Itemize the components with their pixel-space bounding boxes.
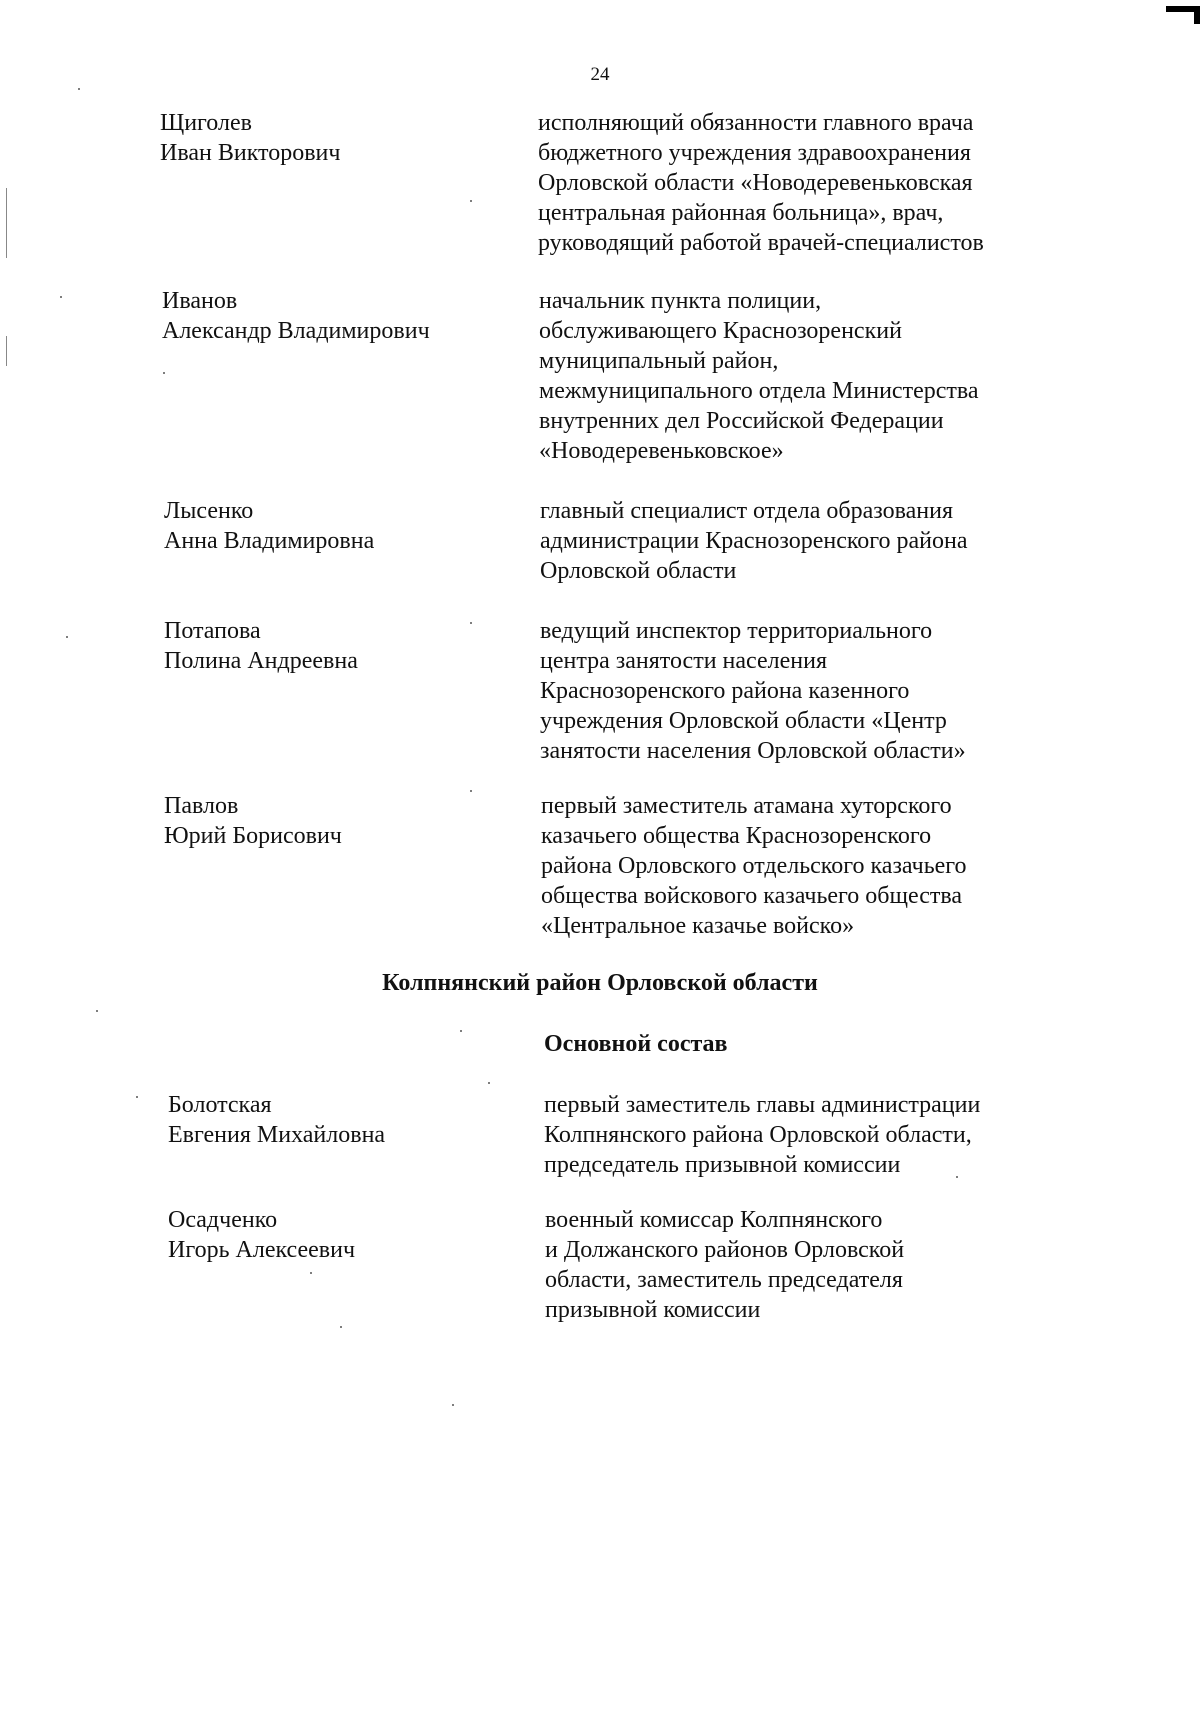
position-line: Краснозоренского района казенного bbox=[540, 678, 910, 704]
scan-speck bbox=[340, 1326, 342, 1328]
scan-speck bbox=[488, 1082, 490, 1084]
scan-edge-mark bbox=[6, 188, 7, 258]
member-surname: Осадченко bbox=[168, 1207, 278, 1233]
position-line: ведущий инспектор территориального bbox=[540, 618, 933, 644]
position-line: председатель призывной комиссии bbox=[544, 1152, 901, 1178]
position-line: казачьего общества Краснозоренского bbox=[541, 823, 932, 849]
scan-corner-mark bbox=[1166, 0, 1200, 24]
scan-speck bbox=[78, 88, 80, 90]
member-name bbox=[164, 496, 544, 556]
member-position bbox=[541, 791, 1101, 941]
scan-speck bbox=[66, 636, 68, 638]
scan-speck bbox=[136, 1096, 138, 1098]
position-line: бюджетного учреждения здравоохранения bbox=[538, 140, 971, 166]
position-line: и Должанского районов Орловской bbox=[545, 1237, 905, 1263]
member-surname: Потапова bbox=[164, 618, 261, 644]
scan-speck bbox=[452, 1404, 454, 1406]
member-given-names: Евгения Михайловна bbox=[168, 1122, 386, 1148]
scan-speck bbox=[60, 296, 62, 298]
position-line: внутренних дел Российской Федерации bbox=[539, 408, 944, 434]
position-line: «Центральное казачье войско» bbox=[541, 913, 855, 939]
member-name bbox=[164, 791, 544, 851]
member-given-names: Игорь Алексеевич bbox=[168, 1237, 356, 1263]
position-line: Колпнянского района Орловской области, bbox=[544, 1122, 972, 1148]
position-line: Орловской области «Новодеревеньковская bbox=[538, 170, 973, 196]
position-line: центра занятости населения bbox=[540, 648, 827, 674]
member-position bbox=[544, 1090, 1104, 1180]
scan-edge-mark bbox=[6, 336, 7, 366]
position-line: начальник пункта полиции, bbox=[539, 288, 822, 314]
member-surname: Павлов bbox=[164, 793, 239, 819]
position-line: главный специалист отдела образования bbox=[540, 498, 954, 524]
position-line: Орловской области bbox=[540, 558, 737, 584]
member-position bbox=[539, 286, 1099, 466]
position-line: учреждения Орловской области «Центр bbox=[540, 708, 947, 734]
member-given-names: Иван Викторович bbox=[160, 140, 341, 166]
position-line: обслуживающего Краснозоренский bbox=[539, 318, 902, 344]
district-heading: Колпнянский район Орловской области bbox=[382, 970, 818, 996]
scan-speck bbox=[96, 1010, 98, 1012]
member-name bbox=[160, 108, 540, 168]
position-line: межмуниципального отдела Министерства bbox=[539, 378, 979, 404]
position-line: первый заместитель главы администрации bbox=[544, 1092, 981, 1118]
position-line: области, заместитель председателя bbox=[545, 1267, 903, 1293]
position-line: района Орловского отдельского казачьего bbox=[541, 853, 967, 879]
member-surname: Иванов bbox=[162, 288, 238, 314]
position-line: муниципальный район, bbox=[539, 348, 779, 374]
member-position bbox=[540, 496, 1100, 586]
position-line: военный комиссар Колпнянского bbox=[545, 1207, 883, 1233]
member-given-names: Юрий Борисович bbox=[164, 823, 342, 849]
position-line: общества войскового казачьего общества bbox=[541, 883, 963, 909]
position-line: первый заместитель атамана хуторского bbox=[541, 793, 952, 819]
member-surname: Лысенко bbox=[164, 498, 254, 524]
scan-speck bbox=[163, 372, 165, 374]
member-given-names: Анна Владимировна bbox=[164, 528, 375, 554]
position-line: занятости населения Орловской области» bbox=[540, 738, 966, 764]
scan-speck bbox=[470, 200, 472, 202]
member-surname: Щиголев bbox=[160, 110, 252, 136]
position-line: исполняющий обязанности главного врача bbox=[538, 110, 974, 136]
scan-speck bbox=[956, 1176, 958, 1178]
member-given-names: Александр Владимирович bbox=[162, 318, 430, 344]
member-position bbox=[545, 1205, 1105, 1325]
position-line: руководящий работой врачей-специалистов bbox=[538, 230, 984, 256]
scan-speck bbox=[470, 790, 472, 792]
member-given-names: Полина Андреевна bbox=[164, 648, 358, 674]
position-line: «Новодеревеньковское» bbox=[539, 438, 784, 464]
member-name bbox=[164, 616, 544, 676]
position-line: призывной комиссии bbox=[545, 1297, 761, 1323]
position-line: центральная районная больница», врач, bbox=[538, 200, 944, 226]
member-name bbox=[162, 286, 542, 346]
member-position bbox=[540, 616, 1100, 766]
position-line: администрации Краснозоренского района bbox=[540, 528, 968, 554]
member-surname: Болотская bbox=[168, 1092, 272, 1118]
scan-speck bbox=[310, 1272, 312, 1274]
scan-speck bbox=[460, 1030, 462, 1032]
page-number: 24 bbox=[590, 64, 610, 85]
member-name bbox=[168, 1090, 548, 1150]
scan-speck bbox=[470, 622, 472, 624]
member-position bbox=[538, 108, 1098, 258]
subsection-heading: Основной состав bbox=[544, 1031, 728, 1057]
member-name bbox=[168, 1205, 548, 1265]
